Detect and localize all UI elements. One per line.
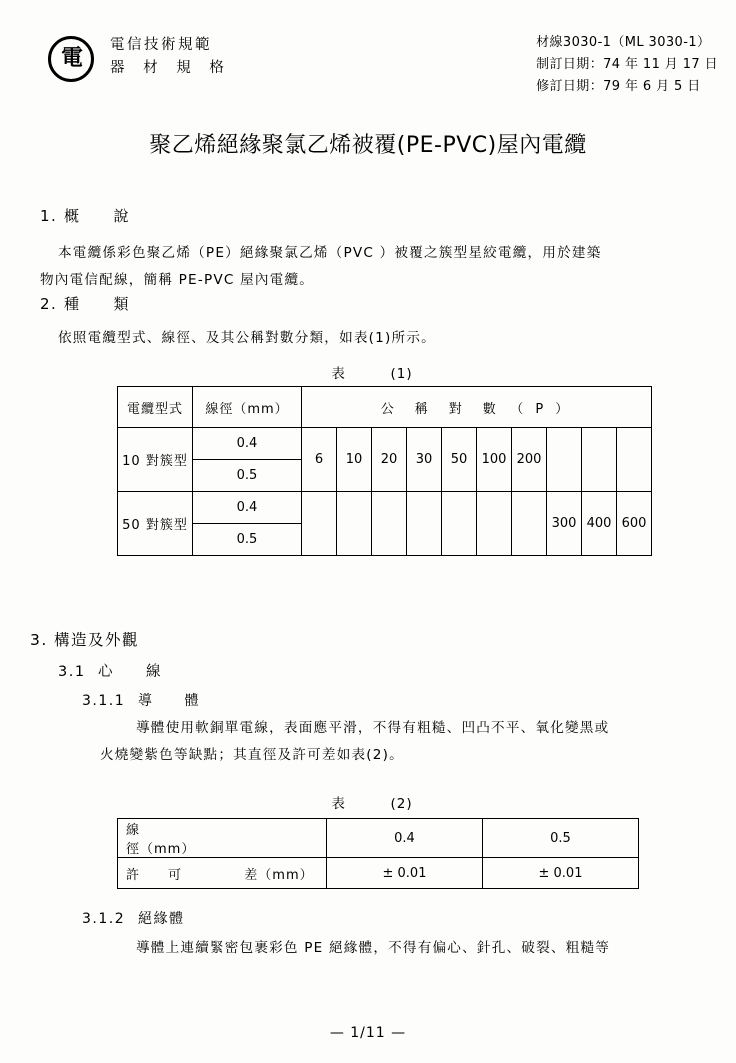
page-footer: — 1/11 — [329, 1025, 407, 1041]
table1-row2-pair-2 [372, 492, 407, 556]
section-1-paragraph-line1: 本電纜係彩色聚乙烯（PE）絕緣聚氯乙烯（PVC ）被覆之簇型星絞電纜，用於建築 [58, 245, 602, 261]
section-3-1-2-paragraph-line1: 導體上連續緊密包裹彩色 PE 絕緣體，不得有偏心、針孔、破裂、粗糙等 [136, 940, 611, 956]
section-2-paragraph [58, 325, 718, 352]
table1-row2-gauge-b: 0.5 [193, 524, 302, 556]
section-3-number: 3. [30, 631, 48, 649]
section-3-1-1-number: 3.1.1 [82, 693, 126, 709]
table1-row2-pair-7: 300 [547, 492, 582, 556]
table-row [118, 492, 652, 524]
section-1-number: 1. [40, 207, 58, 225]
table1-row2-type: 50 對簇型 [118, 492, 193, 556]
table1-row1-pair-0: 6 [302, 428, 337, 492]
table1-row1-gauge-b: 0.5 [193, 460, 302, 492]
organization-name [110, 34, 231, 80]
org-name-line1: 電信技術規範 [110, 37, 212, 53]
section-3-title: 構造及外觀 [54, 631, 140, 649]
table2-caption-number: (2) [390, 796, 413, 812]
table1-row2-pair-9: 600 [617, 492, 652, 556]
table1-row1-pair-7 [547, 428, 582, 492]
table1-row1-pair-9 [617, 428, 652, 492]
table1-row2-pair-8: 400 [582, 492, 617, 556]
section-3-1-1-paragraph [100, 715, 726, 769]
document-header [0, 30, 736, 110]
section-2-title: 種 類 [64, 295, 131, 313]
table-cable-types [117, 386, 652, 556]
table1-row2-pair-0 [302, 492, 337, 556]
table1-row1-pair-8 [582, 428, 617, 492]
table2-row2-label-a: 許 可 [126, 867, 183, 883]
table1-row2-pair-4 [442, 492, 477, 556]
table2-row2-label [118, 858, 327, 889]
logo-circle-icon [48, 36, 94, 82]
table1-caption [117, 362, 627, 382]
table-conductor-diameter [117, 818, 639, 889]
table2-caption-label: 表 [331, 796, 346, 812]
section-3-1-heading [58, 660, 162, 681]
section-1-heading [40, 205, 130, 226]
table2-row1-value-2: 0.5 [483, 819, 639, 858]
table1-header-pairs: 公 稱 對 數 （ P ） [302, 387, 652, 428]
table1-caption-number: (1) [390, 366, 413, 382]
section-2-number: 2. [40, 295, 58, 313]
section-3-1-title: 心 線 [98, 664, 162, 680]
section-2-paragraph-line1: 依照電纜型式、線徑、及其公稱對數分類，如表(1)所示。 [58, 330, 436, 346]
table1-row1-pair-3: 30 [407, 428, 442, 492]
table-row [118, 858, 639, 889]
table1-row1-pair-5: 100 [477, 428, 512, 492]
table2-row2-label-b: 差（mm） [244, 867, 314, 883]
section-1-paragraph-line2: 物內電信配線，簡稱 PE-PVC 屋內電纜。 [40, 272, 315, 288]
table1-row1-pair-4: 50 [442, 428, 477, 492]
organization-logo [48, 36, 100, 88]
table1-row2-pair-3 [407, 492, 442, 556]
table2-row2-value-1: ± 0.01 [327, 858, 483, 889]
section-2-heading [40, 293, 130, 314]
table1-caption-label: 表 [331, 366, 346, 382]
section-3-1-1-heading [82, 690, 200, 710]
section-3-1-1-title: 導 體 [138, 693, 200, 709]
table-row [118, 428, 652, 460]
table1-row2-gauge-a: 0.4 [193, 492, 302, 524]
table2-caption [117, 792, 627, 812]
doc-issue-date: 制訂日期：74 年 11 月 17 日 [536, 57, 718, 72]
table2-row2-value-2: ± 0.01 [483, 858, 639, 889]
section-3-1-number: 3.1 [58, 664, 86, 680]
table1-row2-pair-1 [337, 492, 372, 556]
section-3-heading [30, 628, 139, 650]
table1-row2-pair-6 [512, 492, 547, 556]
section-3-1-2-number: 3.1.2 [82, 911, 126, 927]
org-name-line2: 器 材 規 格 [110, 60, 231, 76]
table2-row1-label-a: 線 [126, 823, 141, 838]
table1-row1-gauge-a: 0.4 [193, 428, 302, 460]
section-3-1-1-paragraph-line1: 導體使用軟銅單電線，表面應平滑，不得有粗糙、凹凸不平、氧化變黑或 [136, 720, 610, 736]
table1-row1-pair-1: 10 [337, 428, 372, 492]
section-3-1-1-paragraph-line2: 火燒變紫色等缺點；其直徑及許可差如表(2)。 [100, 747, 404, 763]
table1-header-cable-type: 電纜型式 [118, 387, 193, 428]
table-row [118, 819, 639, 858]
table1-row1-pair-2: 20 [372, 428, 407, 492]
logo-glyph: 電 [60, 46, 81, 71]
table1-row1-type: 10 對簇型 [118, 428, 193, 492]
section-3-1-2-paragraph [136, 935, 736, 962]
section-3-1-2-heading [82, 908, 185, 928]
section-1-title: 概 說 [64, 207, 131, 225]
table2-row1-label-b: 徑（mm） [126, 842, 196, 857]
table1-header-wire-gauge: 線徑（mm） [193, 387, 302, 428]
doc-revision-date: 修訂日期：79 年 6 月 5 日 [536, 79, 701, 94]
page-title: 聚乙烯絕緣聚氯乙烯被覆(PE-PVC)屋內電纜 [149, 133, 587, 158]
table1-row2-pair-5 [477, 492, 512, 556]
table2-row1-value-1: 0.4 [327, 819, 483, 858]
doc-number: 材線3030-1（ML 3030-1） [536, 35, 711, 50]
section-3-1-2-title: 絕緣體 [138, 911, 185, 927]
section-1-paragraph [40, 240, 718, 294]
table2-row1-label [118, 819, 327, 858]
table1-header-row [118, 387, 652, 428]
document-metadata [536, 32, 718, 98]
table1-row1-pair-6: 200 [512, 428, 547, 492]
